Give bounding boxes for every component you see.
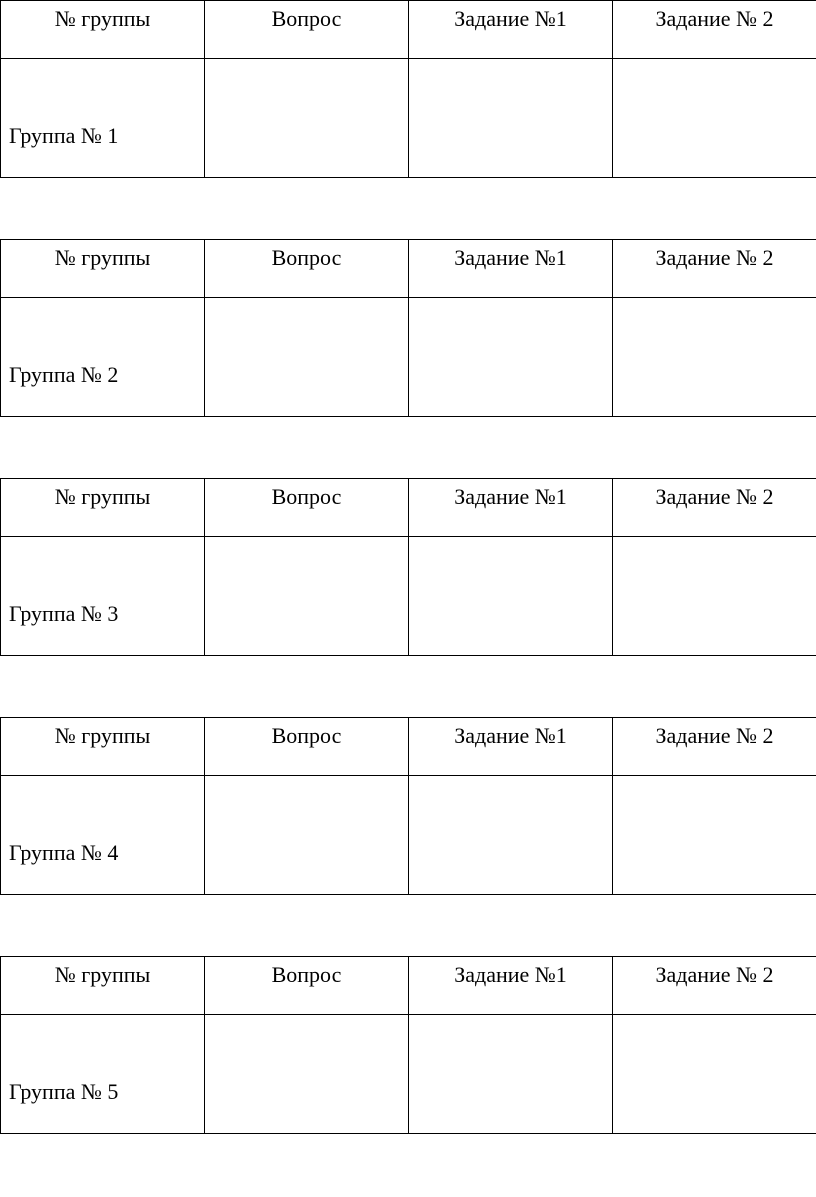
header-group-number: № группы xyxy=(1,957,205,1015)
group-row xyxy=(1,1015,816,1134)
header-group-number: № группы xyxy=(1,1,205,59)
header-group-number: № группы xyxy=(1,479,205,537)
task-1-cell[interactable] xyxy=(409,537,613,656)
group-table-5 xyxy=(0,956,816,1134)
header-question: Вопрос xyxy=(205,718,409,776)
group-row xyxy=(1,59,816,178)
header-group-number: № группы xyxy=(1,718,205,776)
header-row xyxy=(1,479,816,537)
task-1-cell[interactable] xyxy=(409,776,613,895)
group-row xyxy=(1,776,816,895)
group-table-3 xyxy=(0,478,816,656)
header-task-2: Задание № 2 xyxy=(613,479,816,537)
header-task-1: Задание №1 xyxy=(409,479,613,537)
group-label: Группа № 5 xyxy=(1,1015,205,1134)
task-1-cell[interactable] xyxy=(409,298,613,417)
header-group-number: № группы xyxy=(1,240,205,298)
group-table-1 xyxy=(0,0,816,178)
group-table-4 xyxy=(0,717,816,895)
header-task-2: Задание № 2 xyxy=(613,1,816,59)
question-cell[interactable] xyxy=(205,298,409,417)
task-2-cell[interactable] xyxy=(613,537,816,656)
task-1-cell[interactable] xyxy=(409,59,613,178)
group-label: Группа № 1 xyxy=(1,59,205,178)
task-2-cell[interactable] xyxy=(613,1015,816,1134)
header-row xyxy=(1,1,816,59)
question-cell[interactable] xyxy=(205,1015,409,1134)
header-question: Вопрос xyxy=(205,240,409,298)
group-label: Группа № 3 xyxy=(1,537,205,656)
group-label: Группа № 2 xyxy=(1,298,205,417)
header-task-1: Задание №1 xyxy=(409,240,613,298)
task-1-cell[interactable] xyxy=(409,1015,613,1134)
header-question: Вопрос xyxy=(205,1,409,59)
header-task-1: Задание №1 xyxy=(409,1,613,59)
task-2-cell[interactable] xyxy=(613,776,816,895)
header-task-2: Задание № 2 xyxy=(613,718,816,776)
group-table-2 xyxy=(0,239,816,417)
question-cell[interactable] xyxy=(205,776,409,895)
header-question: Вопрос xyxy=(205,479,409,537)
header-row xyxy=(1,957,816,1015)
task-2-cell[interactable] xyxy=(613,59,816,178)
header-task-2: Задание № 2 xyxy=(613,240,816,298)
task-2-cell[interactable] xyxy=(613,298,816,417)
header-task-1: Задание №1 xyxy=(409,957,613,1015)
header-row xyxy=(1,718,816,776)
group-label: Группа № 4 xyxy=(1,776,205,895)
header-row xyxy=(1,240,816,298)
header-question: Вопрос xyxy=(205,957,409,1015)
group-row xyxy=(1,537,816,656)
header-task-1: Задание №1 xyxy=(409,718,613,776)
group-row xyxy=(1,298,816,417)
header-task-2: Задание № 2 xyxy=(613,957,816,1015)
question-cell[interactable] xyxy=(205,59,409,178)
question-cell[interactable] xyxy=(205,537,409,656)
